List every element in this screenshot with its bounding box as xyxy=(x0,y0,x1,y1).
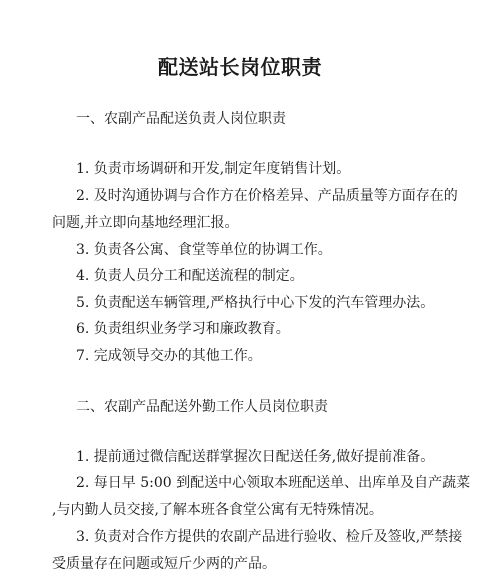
section-2-item-3-line-2: 受质量存在问题或短斤少两的产品。 xyxy=(52,556,276,572)
document-title: 配送站长岗位职责 xyxy=(158,55,322,79)
section-1-item-3-line-1: 3. 负责各公寓、食堂等单位的协调工作。 xyxy=(76,242,332,258)
section-heading-1: 一、农副产品配送负责人岗位职责 xyxy=(76,111,286,127)
section-1-item-5-line-1: 5. 负责配送车辆管理,严格执行中心下发的汽车管理办法。 xyxy=(76,295,435,311)
section-1-item-2-line-2: 问题,并立即向基地经理汇报。 xyxy=(52,215,239,231)
section-2-item-1-line-1: 1. 提前通过微信配送群掌握次日配送任务,做好提前准备。 xyxy=(76,449,435,465)
section-2-item-3-line-1: 3. 负责对合作方提供的农副产品进行验收、检斤及签收,严禁接 xyxy=(76,529,463,545)
section-1-item-7-line-1: 7. 完成领导交办的其他工作。 xyxy=(76,348,262,364)
section-2-item-2-line-2: ,与内勤人员交接,了解本班各食堂公寓有无特殊情况。 xyxy=(52,502,383,518)
section-heading-2: 二、农副产品配送外勤工作人员岗位职责 xyxy=(76,399,328,415)
section-2-item-2-line-1: 2. 每日早 5:00 到配送中心领取本班配送单、出库单及自产蔬菜 xyxy=(76,475,471,491)
section-1-item-2-line-1: 2. 及时沟通协调与合作方在价格差异、产品质量等方面存在的 xyxy=(76,188,458,204)
section-1-item-4-line-1: 4. 负责人员分工和配送流程的制定。 xyxy=(76,268,304,284)
section-1-item-6-line-1: 6. 负责组织业务学习和廉政教育。 xyxy=(76,321,290,337)
section-1-item-1-line-1: 1. 负责市场调研和开发,制定年度销售计划。 xyxy=(76,161,351,177)
